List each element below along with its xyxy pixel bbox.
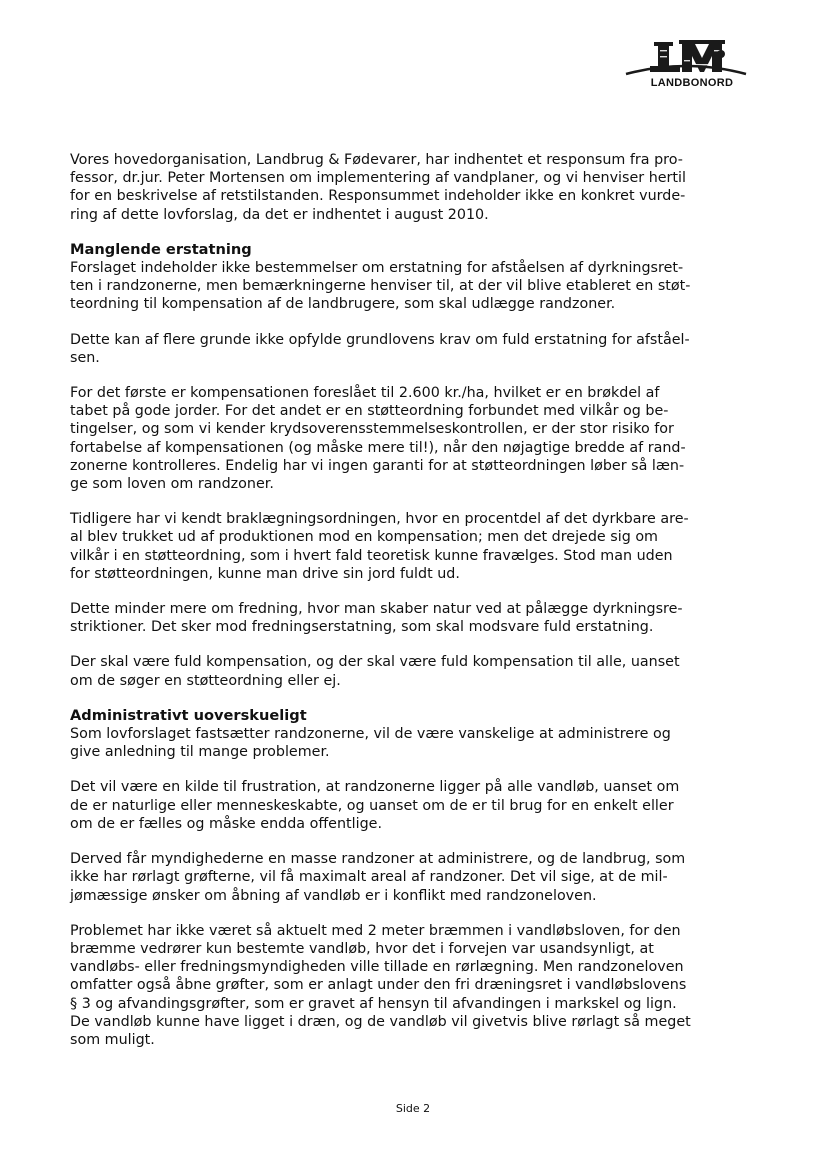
paragraph-line: om de søger en støtteordning eller ej. [70, 672, 341, 689]
landbonord-logo [624, 38, 748, 98]
paragraph-line: ten i randzonerne, men bemærkningerne henviser til, at der vil blive etableret en støt- [70, 278, 691, 295]
logo-text: LANDBONORD [650, 77, 734, 89]
paragraph-line: for støtteordningen, kunne man drive sin jord fuldt ud. [70, 565, 460, 582]
paragraph-line: bræmme vedrører kun bestemte vandløb, hvor det i forvejen var usandsynligt, at [70, 940, 654, 957]
paragraph-line: § 3 og afvandingsgrøfter, som er gravet af hensyn til afvandingen i markskel og lign. [70, 995, 677, 1012]
paragraph-line: Som lovforslaget fastsætter randzonerne, vil de være vanskelige at administrere og [70, 726, 671, 743]
paragraph-line: fortabelse af kompensationen (og måske mere til!), når den nøjagtige bredde af rand- [70, 439, 686, 456]
paragraph-line: Tidligere har vi kendt braklægningsordningen, hvor en procentdel af det dyrkbare are- [70, 511, 689, 528]
paragraph-line: zonerne kontrolleres. Endelig har vi ingen garanti for at støtteordningen løber så læn- [70, 457, 685, 474]
paragraph-line: Dette minder mere om fredning, hvor man skaber natur ved at pålægge dyrkningsre- [70, 601, 683, 618]
paragraph [70, 707, 750, 762]
paragraph-line: Der skal være fuld kompensation, og der skal være fuld kompensation til alle, uanset [70, 654, 680, 671]
paragraph-line: striktioner. Det sker mod fredningserstatning, som skal modsvare fuld erstatning. [70, 619, 654, 636]
paragraph-line: teordning til kompensation af de landbrugere, som skal udlægge randzoner. [70, 296, 616, 313]
paragraph [70, 850, 750, 905]
paragraph [70, 600, 750, 636]
paragraph-line: al blev trukket ud af produktionen mod en kompensation; men det drejede sig om [70, 529, 658, 546]
paragraph-line: Vores hovedorganisation, Landbrug & Fødevarer, har indhentet et responsum fra pro- [70, 152, 683, 168]
paragraph-line: Derved får myndighederne en masse randzoner at administrere, og de landbrug, som [70, 851, 686, 868]
paragraph [70, 922, 750, 1049]
paragraph-line: tabet på gode jorder. For det andet er en støtteordning forbundet med vilkår og be- [70, 403, 669, 420]
paragraph-line: sen. [70, 349, 100, 366]
paragraph-line: ring af dette lovforslag, da det er indhentet i august 2010. [70, 206, 489, 223]
section-heading: Manglende erstatning [70, 240, 252, 258]
paragraph [70, 151, 750, 224]
paragraph-line: ge som loven om randzoner. [70, 476, 274, 493]
paragraph-line: for en beskrivelse af retstilstanden. Responsummet indeholder ikke en konkret vurde- [70, 188, 686, 205]
paragraph-line: vilkår i en støtteordning, som i hvert fald teoretisk kunne fravælges. Stod man uden [70, 547, 673, 564]
document-body [70, 151, 750, 1066]
paragraph-line: Problemet har ikke været så aktuelt med 2 meter bræmmen i vandløbsloven, for den [70, 922, 681, 939]
paragraph [70, 778, 750, 833]
paragraph-line: Dette kan af flere grunde ikke opfylde grundlovens krav om fuld erstatning for afståel- [70, 331, 690, 348]
paragraph-line: som muligt. [70, 1031, 155, 1048]
paragraph-line: de er naturlige eller menneskeskabte, og uanset om de er til brug for en enkelt eller [70, 797, 674, 814]
section-heading: Administrativt uoverskueligt [70, 706, 307, 724]
paragraph-line: For det første er kompensationen foreslået til 2.600 kr./ha, hvilket er en brøkdel af [70, 385, 660, 402]
paragraph [70, 384, 750, 493]
page-number: Side 2 [395, 1102, 431, 1115]
paragraph-line: vandløbs- eller fredningsmyndigheden ville tillade en rørlægning. Men randzoneloven [70, 959, 684, 976]
paragraph-line: om de er fælles og måske endda offentlige. [70, 815, 383, 832]
paragraph [70, 653, 750, 689]
paragraph-line: Det vil være en kilde til frustration, at randzonerne ligger på alle vandløb, uanset om [70, 779, 680, 796]
paragraph-line: De vandløb kunne have ligget i dræn, og de vandløb vil givetvis blive rørlagt så meget [70, 1013, 691, 1030]
paragraph-line: jømæssige ønsker om åbning af vandløb er i konflikt med randzoneloven. [70, 887, 597, 904]
paragraph [70, 331, 750, 367]
paragraph-line: omfatter også åbne grøfter, som er anlagt under den fri dræningsret i vandløbslovens [70, 977, 687, 994]
paragraph [70, 510, 750, 583]
paragraph-line: ikke har rørlagt grøfterne, vil få maximalt areal af randzoner. Det vil sige, at de mil- [70, 869, 668, 886]
paragraph-line: Forslaget indeholder ikke bestemmelser om erstatning for afståelsen af dyrkningsret- [70, 260, 684, 277]
paragraph-line: give anledning til mange problemer. [70, 744, 330, 761]
paragraph-line: tingelser, og som vi kender krydsoverensstemmelseskontrollen, er der stor risiko for [70, 421, 674, 438]
logo-mark-icon [624, 38, 748, 78]
paragraph-line: fessor, dr.jur. Peter Mortensen om implementering af vandplaner, og vi henviser hertil [70, 170, 686, 187]
paragraph [70, 241, 750, 314]
